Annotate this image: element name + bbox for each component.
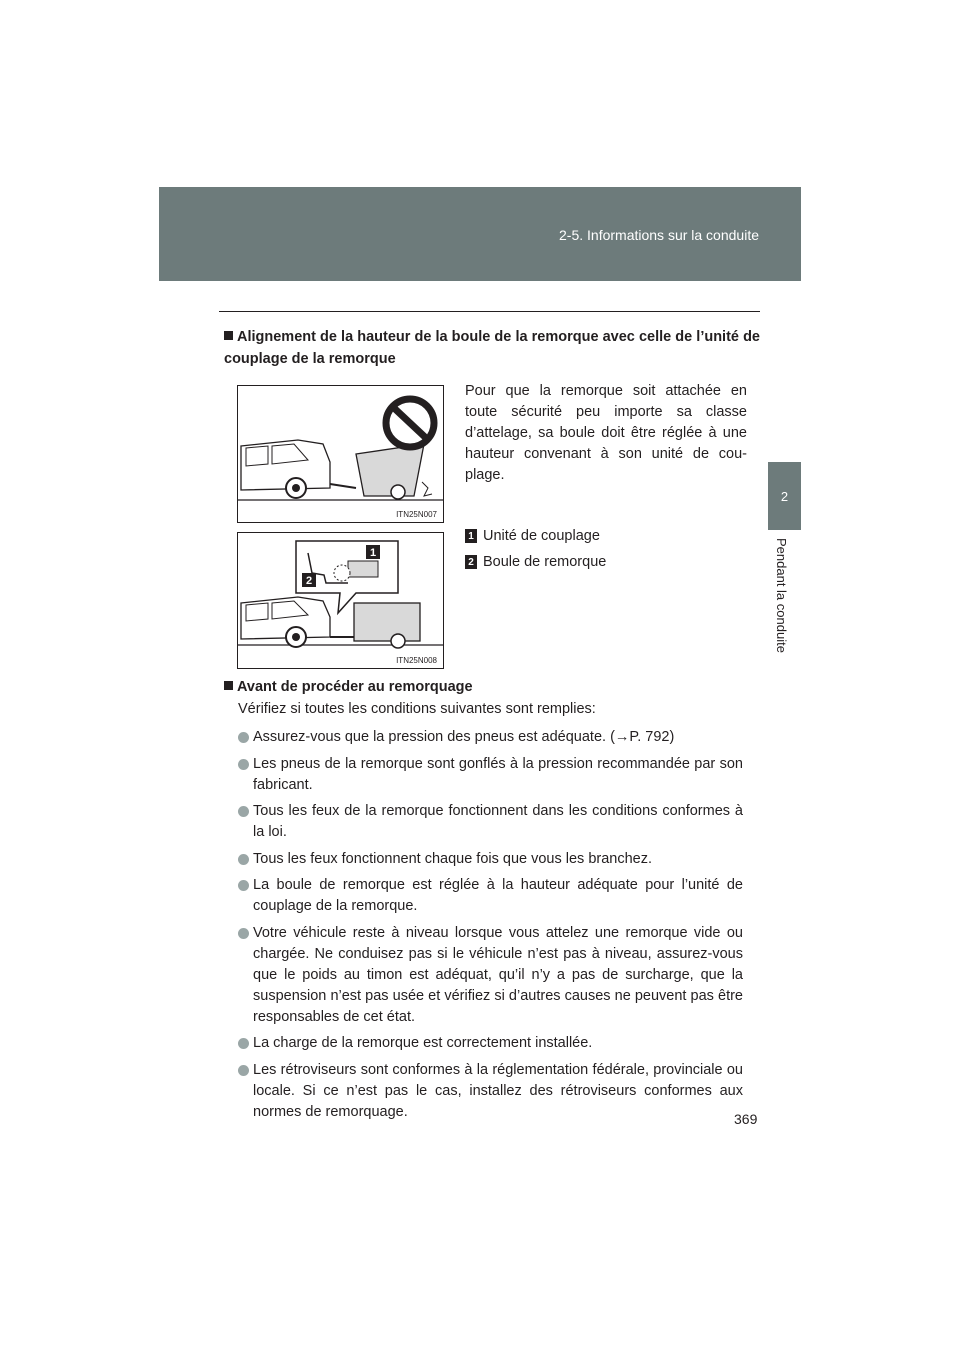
page-number: 369	[734, 1111, 758, 1127]
header-band	[159, 187, 801, 281]
bullet-dot-icon	[238, 1038, 249, 1049]
bullet-dot-icon	[238, 928, 249, 939]
legend-number-badge: 2	[465, 555, 477, 569]
figure-misaligned	[237, 385, 444, 523]
heading-text: Alignement de la hauteur de la boule de la remorque avec celle de l’unité de couplage de la remorque	[224, 329, 760, 367]
checklist	[238, 727, 743, 1128]
bullet-dot-icon	[238, 759, 249, 770]
bullet-dot-icon	[238, 1065, 249, 1076]
legend-item-trailer-ball	[465, 554, 606, 570]
list-item: Les rétroviseurs sont conformes à la réglementation fédérale, provinciale ou locale. Si ce n’est pas le cas, installez des rétroviseurs conformes aux normes de remorquage.	[238, 1060, 743, 1123]
legend-label: Boule de remorque	[483, 554, 607, 570]
chapter-tab	[768, 462, 801, 530]
legend-number-badge: 1	[465, 529, 477, 543]
section-heading-before-towing	[224, 676, 760, 698]
list-item: Assurez-vous que la pression des pneus est adéquate. (→P. 792)	[238, 727, 743, 748]
chapter-number: 2	[780, 488, 789, 504]
figure-code: ITN25N008	[396, 656, 437, 665]
list-item: Les pneus de la remorque sont gonflés à la pression recommandée par son fabricant.	[238, 754, 743, 796]
chapter-label: Pendant la conduite	[774, 538, 789, 653]
square-bullet-icon	[224, 681, 233, 690]
bullet-dot-icon	[238, 880, 249, 891]
list-item: La boule de remorque est réglée à la hauteur adéquate pour l’unité de couplage de la remorque.	[238, 875, 743, 917]
list-item: La charge de la remorque est correctement installée.	[238, 1033, 743, 1054]
section-heading-alignment	[224, 326, 760, 370]
lead-paragraph: Vérifiez si toutes les conditions suivantes sont remplies:	[238, 701, 596, 717]
legend-label: Unité de couplage	[483, 528, 600, 544]
list-item: Tous les feux fonctionnent chaque fois que vous les branchez.	[238, 849, 743, 870]
figure-code: ITN25N007	[396, 510, 437, 519]
misaligned-trailer-illustration	[238, 386, 443, 522]
bullet-dot-icon	[238, 806, 249, 817]
divider	[219, 311, 760, 312]
svg-text:2: 2	[305, 575, 313, 587]
list-item: Votre véhicule reste à niveau lorsque vous attelez une remorque vide ou chargée. Ne conduisez pas si le véhicule n’est pas à niveau, assurez-vous que le poids au timon est adéquat, qu’il n’y a pas de surcharge, que la suspension n’est pas usée et vérifiez si d’autres causes ne peuvent pas être responsables de cet état.	[238, 923, 743, 1028]
section-title: 2-5. Informations sur la conduite	[559, 227, 759, 243]
list-item: Tous les feux de la remorque fonctionnent dans les conditions conformes à la loi.	[238, 801, 743, 843]
coupling-detail-illustration	[238, 533, 443, 668]
intro-paragraph: Pour que la remorque soit attachée en toute sécurité peu importe sa classe d’attelage, sa boule doit être réglée à une hauteur convenant à son unité de cou-plage.	[465, 383, 747, 483]
bullet-dot-icon	[238, 854, 249, 865]
bullet-dot-icon	[238, 732, 249, 743]
svg-text:1: 1	[369, 547, 377, 559]
square-bullet-icon	[224, 331, 233, 340]
figure-coupling	[237, 532, 444, 669]
heading-text: Avant de procéder au remorquage	[237, 679, 473, 695]
legend-item-coupling-unit	[465, 528, 600, 544]
